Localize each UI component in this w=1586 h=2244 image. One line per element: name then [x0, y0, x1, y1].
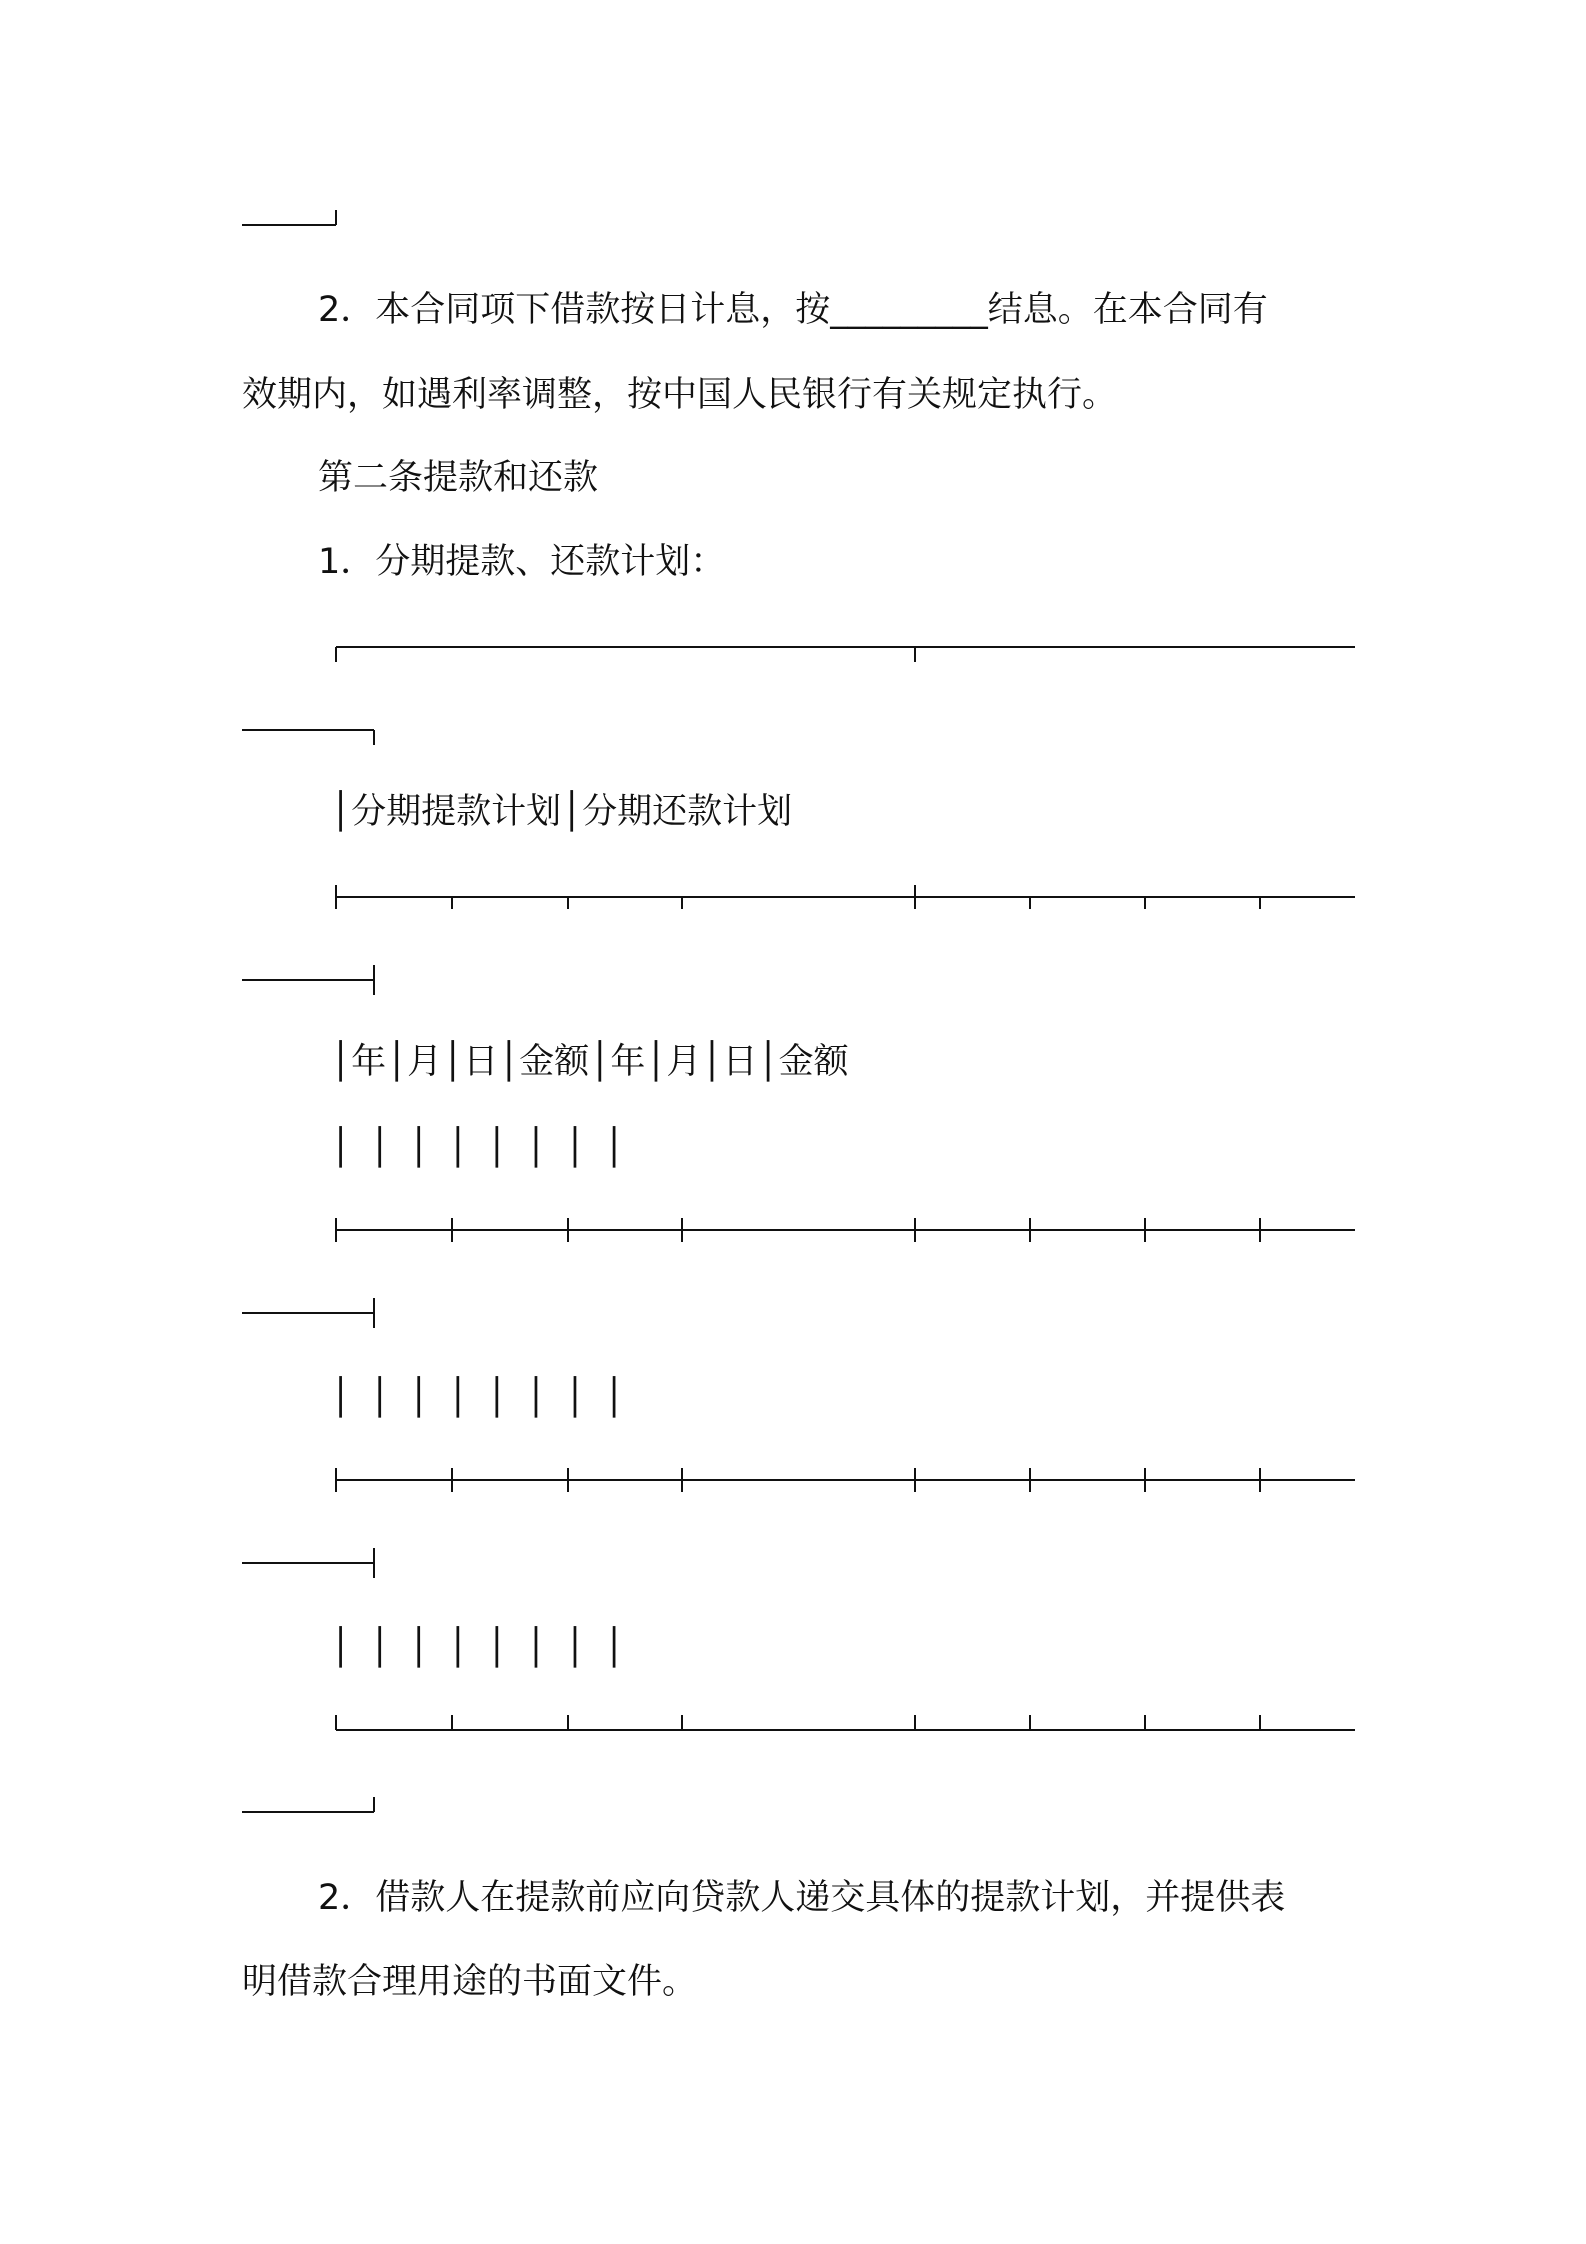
table-separator-1 [336, 885, 1355, 909]
table-separator-3 [336, 1468, 1355, 1492]
article-two-heading: 第二条提款和还款 [318, 458, 599, 498]
clause-interest-line-1: 2．本合同项下借款按日计息，按_________结息。在本合同有 [318, 290, 1268, 330]
table-empty-row-1: ││││││││ [330, 1128, 643, 1168]
table-bottom-wrap [242, 1797, 374, 1812]
fragment-line-top [242, 210, 336, 225]
table-separator-1-wrap [242, 965, 374, 995]
table-header-row-1: │分期提款计划│分期还款计划 [330, 792, 793, 832]
table-empty-row-2: ││││││││ [330, 1378, 643, 1418]
table-top-border [336, 647, 1355, 662]
clause-interest-line-2: 效期内，如遇利率调整，按中国人民银行有关规定执行。 [242, 375, 1118, 415]
item-one-heading: 1．分期提款、还款计划： [318, 542, 726, 582]
table-separator-2 [336, 1218, 1355, 1242]
table-separator-2-wrap [242, 1298, 374, 1328]
table-empty-row-3: ││││││││ [330, 1628, 643, 1668]
table-separator-3-wrap [242, 1548, 374, 1578]
table-header-row-2: │年│月│日│金额│年│月│日│金额 [330, 1042, 849, 1082]
table-bottom-border [336, 1715, 1355, 1730]
clause-plan-line-1: 2．借款人在提款前应向贷款人递交具体的提款计划，并提供表 [318, 1878, 1286, 1918]
table-top-wrap [242, 730, 374, 745]
clause-plan-line-2: 明借款合理用途的书面文件。 [242, 1962, 698, 2002]
